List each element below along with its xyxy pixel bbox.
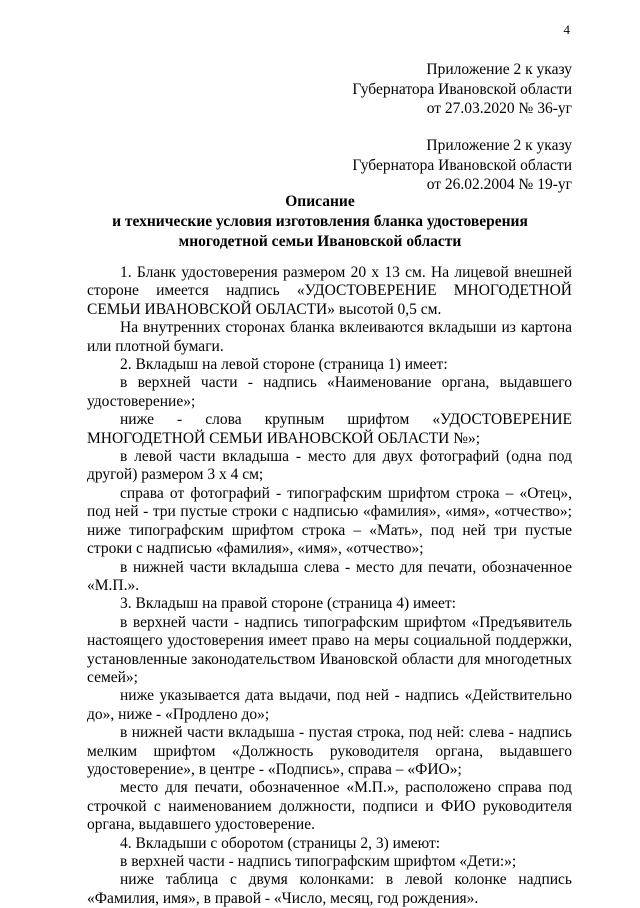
- paragraph: 2. Вкладыш на левой стороне (страница 1) имеет:: [120, 356, 448, 374]
- paragraph: в верхней части - надпись «Наименование органа, выдавшего удостоверение»;: [87, 374, 572, 410]
- paragraph: ниже - слова крупным шрифтом «УДОСТОВЕРЕНИЕ МНОГОДЕТНОЙ СЕМЬИ ИВАНОВСКОЙ ОБЛАСТИ №»;: [87, 411, 572, 447]
- title-line: Описание: [285, 193, 355, 210]
- appendix-line: Приложение 2 к указу: [426, 61, 572, 78]
- paragraph: 4. Вкладыши с оборотом (страницы 2, 3) имеют:: [120, 834, 441, 852]
- title-line: и технические условия изготовления бланка удостоверения: [112, 213, 528, 230]
- paragraph: справа от фотографий - типографским шрифтом строка – «Отец», под ней - три пустые строки с надписью «фамилия», «имя», «отчество»; ниже типографским шрифтом строка – «Мать», под ней три пустые строки с надписью «фамилия», «имя», «отчество»;: [87, 484, 572, 558]
- appendix-line: Губернатора Ивановской области: [352, 80, 572, 98]
- page-number: 4: [563, 22, 570, 37]
- paragraph: На внутренних сторонах бланка вклеиваются вкладыши из картона или плотной бумаги.: [87, 319, 572, 355]
- paragraph: в верхней части - надпись типографским шрифтом «Предъявитель настоящего удостоверения имеет право на меры социальной поддержки, установленные законодательством Ивановской области для многодетных семей»;: [87, 613, 572, 686]
- paragraph: в нижней части вкладыша слева - место для печати, обозначенное «М.П.».: [87, 558, 572, 594]
- title-line: многодетной семьи Ивановской области: [178, 233, 462, 250]
- paragraph: ниже указывается дата выдачи, под ней - надпись «Действительно до», ниже - «Продлено до»;: [87, 687, 572, 723]
- paragraph: в нижней части вкладыша - пустая строка, под ней: слева - надпись мелким шрифтом «Должность руководителя органа, выдавшего удостоверение», в центре - «Подпись», справа – «ФИО»;: [87, 724, 572, 778]
- paragraph: 1. Бланк удостоверения размером 20 х 13 см. На лицевой внешней стороне имеется надпись «УДОСТОВЕРЕНИЕ МНОГОДЕТНОЙ СЕМЬИ ИВАНОВСКОЙ ОБЛАСТИ» высотой 0,5 см.: [87, 264, 572, 318]
- paragraph: в верхней части - надпись типографским шрифтом «Дети:»;: [120, 853, 517, 870]
- paragraph: место для печати, обозначенное «М.П.», расположено справа под строчкой с наименованием должности, подписи и ФИО руководителя органа, выдавшего удостоверение.: [87, 779, 572, 834]
- appendix-line: Приложение 2 к указу: [426, 137, 572, 154]
- paragraph: ниже таблица с двумя колонками: в левой колонке надпись «Фамилия, имя», в правой - «Число, месяц, год рождения».: [87, 871, 572, 907]
- appendix-reference-current: [352, 60, 572, 119]
- appendix-line: Губернатора Ивановской области: [352, 156, 572, 174]
- paragraph: в левой части вкладыша - место для двух фотографий (одна под другой) размером 3 х 4 см;: [87, 448, 572, 484]
- document-title: [0, 192, 640, 252]
- appendix-reference-original: [352, 136, 572, 195]
- appendix-line: от 26.02.2004 № 19-уг: [426, 176, 572, 193]
- paragraph: 3. Вкладыш на правой стороне (страница 4) имеет:: [120, 595, 456, 613]
- appendix-line: от 27.03.2020 № 36-уг: [426, 100, 572, 117]
- document-body: [87, 264, 572, 908]
